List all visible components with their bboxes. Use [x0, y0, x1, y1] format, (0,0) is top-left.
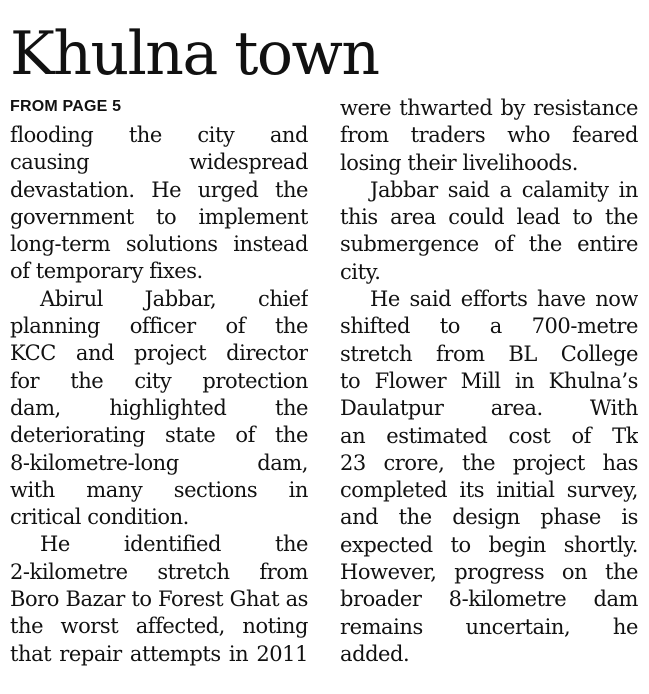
body-line: for the city protection	[10, 368, 308, 393]
body-line: Jabbar said a calamity in	[370, 177, 638, 202]
article-column-left	[10, 95, 308, 668]
body-line: deteriorating state of the	[10, 423, 308, 448]
body-line: city.	[340, 259, 381, 284]
body-line: long-term solutions instead	[10, 232, 308, 257]
body-line: Abirul Jabbar, chief	[40, 286, 308, 311]
body-line: However, progress on the	[340, 560, 638, 585]
body-line: an estimated cost of Tk	[340, 423, 638, 448]
body-line: 23 crore, the project has	[340, 450, 638, 475]
continued-from-label: FROM PAGE 5	[10, 98, 122, 115]
body-line: shifted to a 700-metre	[340, 314, 638, 339]
body-line: 2-kilometre stretch from	[10, 559, 308, 584]
body-line: completed its initial survey,	[340, 478, 638, 503]
body-line: Boro Bazar to Forest Ghat as	[10, 587, 308, 612]
body-line: He identified the	[40, 532, 308, 557]
body-line: remains uncertain, he	[340, 614, 638, 639]
body-line: flooding the city and	[10, 123, 308, 147]
body-line: broader 8-kilometre dam	[340, 587, 638, 612]
body-line: the worst affected, noting	[10, 614, 308, 639]
article-column-right	[340, 95, 638, 668]
body-line: were thwarted by resistance	[340, 96, 638, 120]
body-line: devastation. He urged the	[10, 177, 308, 202]
body-line: of temporary fixes.	[10, 259, 203, 284]
body-line: 8-kilometre-long dam,	[10, 450, 308, 475]
headline: Khulna town	[10, 19, 379, 89]
body-line: from traders who feared	[340, 123, 638, 148]
body-line: critical condition.	[10, 505, 189, 530]
body-line: expected to begin shortly.	[340, 532, 638, 557]
body-line: government to implement	[10, 204, 308, 229]
body-line: dam, highlighted the	[10, 395, 308, 420]
body-line: planning officer of the	[10, 314, 308, 339]
body-line: with many sections in	[10, 477, 308, 502]
body-line: Daulatpur area. With	[340, 396, 638, 421]
body-line: He said efforts have now	[370, 287, 638, 312]
body-line: stretch from BL College	[340, 341, 638, 366]
body-line: to Flower Mill in Khulna’s	[340, 368, 638, 393]
body-line: and the design phase is	[340, 505, 638, 530]
body-line: losing their livelihoods.	[340, 150, 578, 175]
body-line: this area could lead to the	[340, 205, 638, 230]
body-line: submergence of the entire	[340, 232, 638, 257]
body-line: that repair attempts in 2011	[10, 641, 308, 666]
body-line: added.	[340, 641, 410, 666]
body-line: causing widespread	[10, 150, 308, 175]
body-line: KCC and project director	[10, 341, 308, 366]
